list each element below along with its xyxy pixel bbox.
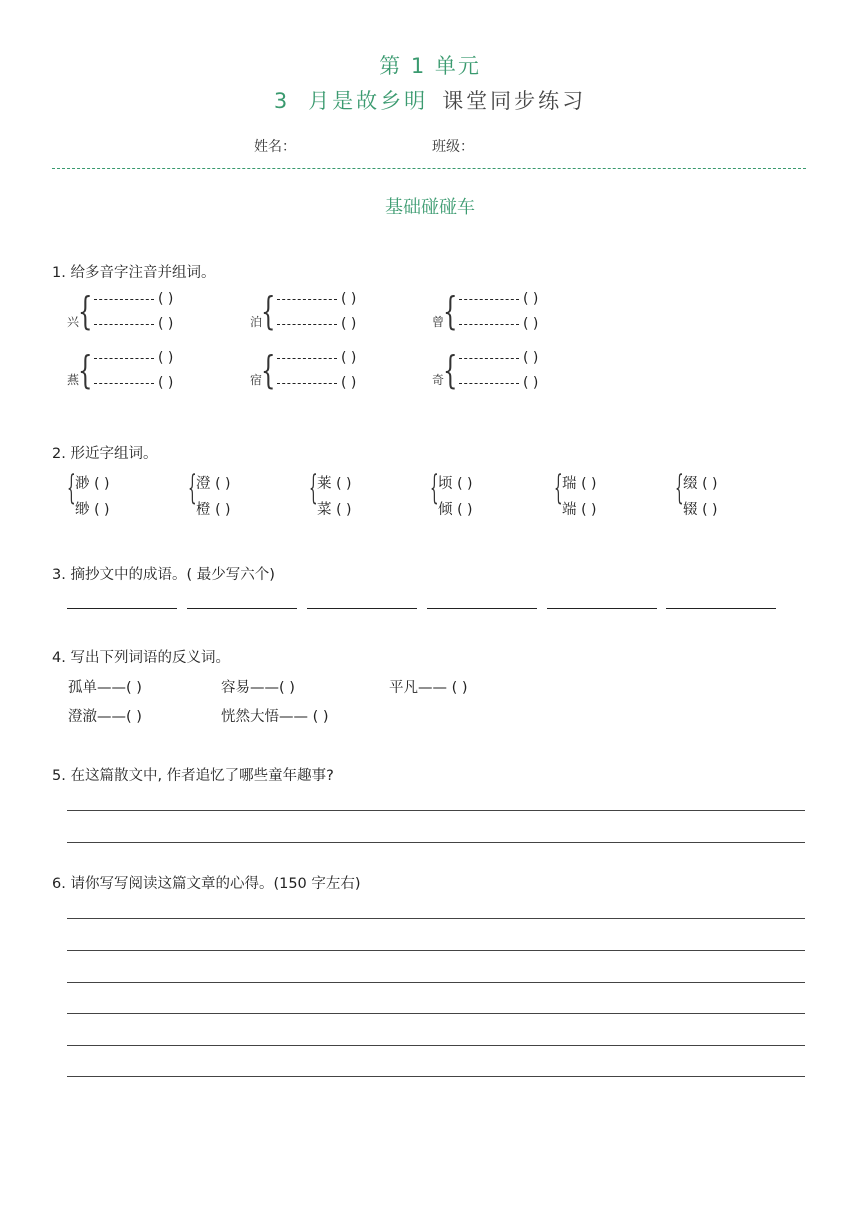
lesson-number: 3: [273, 89, 291, 113]
brace-icon: {: [67, 468, 76, 508]
idiom-blank[interactable]: [187, 608, 297, 609]
polyphone-char: 燕: [67, 373, 80, 387]
section-title: 基础碰碰车: [385, 197, 475, 218]
idiom-blank[interactable]: [427, 608, 537, 609]
antonym-item: 澄澈——( ): [68, 709, 142, 725]
answer-line[interactable]: [67, 1045, 805, 1046]
polyphone-answer-line: ( ): [94, 291, 173, 307]
question-5-prompt: 5. 在这篇散文中, 作者追忆了哪些童年趣事?: [52, 768, 334, 784]
brace-icon: {: [675, 468, 684, 508]
answer-line[interactable]: [67, 1013, 805, 1014]
polyphone-char: 奇: [432, 373, 445, 387]
class-label: 班级：: [432, 139, 474, 155]
polyphone-char: 宿: [250, 373, 263, 387]
idiom-blank[interactable]: [307, 608, 417, 609]
similar-char-item: 顷 ( ): [438, 476, 473, 492]
polyphone-answer-line: ( ): [277, 291, 356, 307]
brace-icon: {: [430, 468, 439, 508]
header-divider: [52, 168, 806, 169]
brace-icon: {: [261, 289, 276, 333]
lesson-subtitle: 课堂同步练习: [442, 89, 587, 113]
polyphone-answer-line: ( ): [94, 350, 173, 366]
answer-line[interactable]: [67, 810, 805, 811]
polyphone-answer-line: ( ): [459, 291, 538, 307]
answer-line[interactable]: [67, 1076, 805, 1077]
similar-char-item: 澄 ( ): [196, 476, 231, 492]
similar-char-item: 渺 ( ): [75, 476, 110, 492]
question-1-prompt: 1. 给多音字注音并组词。: [52, 265, 216, 281]
polyphone-char: 兴: [67, 315, 80, 329]
similar-char-item: 莱 ( ): [317, 476, 352, 492]
name-label: 姓名：: [254, 139, 296, 155]
brace-icon: {: [78, 348, 93, 392]
polyphone-answer-line: ( ): [459, 316, 538, 332]
idiom-blank[interactable]: [547, 608, 657, 609]
answer-line[interactable]: [67, 842, 805, 843]
question-3-prompt: 3. 摘抄文中的成语。( 最少写六个): [52, 567, 275, 583]
question-4-prompt: 4. 写出下列词语的反义词。: [52, 650, 230, 666]
antonym-item: 平凡—— ( ): [389, 680, 468, 696]
idiom-blank[interactable]: [67, 608, 177, 609]
polyphone-answer-line: ( ): [459, 375, 538, 391]
answer-line[interactable]: [67, 918, 805, 919]
brace-icon: {: [78, 289, 93, 333]
brace-icon: {: [443, 289, 458, 333]
antonym-item: 孤单——( ): [68, 680, 142, 696]
similar-char-item: 橙 ( ): [196, 502, 231, 518]
brace-icon: {: [188, 468, 197, 508]
polyphone-answer-line: ( ): [277, 375, 356, 391]
similar-char-item: 缈 ( ): [75, 502, 110, 518]
brace-icon: {: [554, 468, 563, 508]
answer-line[interactable]: [67, 950, 805, 951]
antonym-item: 恍然大悟—— ( ): [221, 709, 329, 725]
similar-char-item: 菜 ( ): [317, 502, 352, 518]
polyphone-answer-line: ( ): [277, 316, 356, 332]
polyphone-answer-line: ( ): [459, 350, 538, 366]
question-2-prompt: 2. 形近字组词。: [52, 446, 158, 462]
brace-icon: {: [309, 468, 318, 508]
similar-char-item: 倾 ( ): [438, 502, 473, 518]
question-6-prompt: 6. 请你写写阅读这篇文章的心得。(150 字左右): [52, 876, 361, 892]
unit-title: 第 1 单元: [379, 54, 481, 78]
brace-icon: {: [261, 348, 276, 392]
similar-char-item: 端 ( ): [562, 502, 597, 518]
antonym-item: 容易——( ): [221, 680, 295, 696]
similar-char-item: 辍 ( ): [683, 502, 718, 518]
polyphone-answer-line: ( ): [94, 375, 173, 391]
polyphone-answer-line: ( ): [277, 350, 356, 366]
answer-line[interactable]: [67, 982, 805, 983]
polyphone-char: 曾: [432, 315, 445, 329]
brace-icon: {: [443, 348, 458, 392]
lesson-name: 月是故乡明: [308, 89, 429, 113]
lesson-title: [0, 85, 860, 115]
similar-char-item: 瑞 ( ): [562, 476, 597, 492]
similar-char-item: 缀 ( ): [683, 476, 718, 492]
polyphone-answer-line: ( ): [94, 316, 173, 332]
polyphone-char: 泊: [250, 315, 263, 329]
idiom-blank[interactable]: [666, 608, 776, 609]
